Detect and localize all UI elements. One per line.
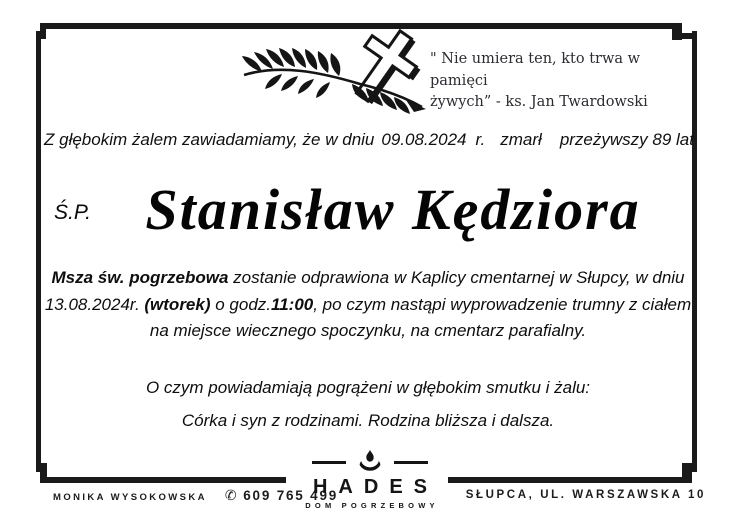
funeral-line3-text: na miejsce wiecznego spoczynku, na cmentarz parafialny. — [149, 321, 587, 340]
announcement-line — [28, 130, 710, 150]
funeral-date: 13.08.2024r. — [44, 294, 145, 314]
mourners-line-1: O czym powiadamiają pogrążeni w głębokim smutku i żalu: — [145, 378, 591, 397]
logo-icon-row — [297, 449, 443, 476]
funeral-line2-rest: , po czym nastąpi wyprowadzenie trumny z ciałem — [313, 294, 692, 314]
date-suffix: r. — [475, 130, 486, 149]
funeral-details — [30, 265, 706, 345]
mourners-block — [30, 378, 706, 431]
mass-label: Msza św. pogrzebowa — [51, 268, 229, 287]
announcement-text: Z głębokim żalem zawiadamiamy, że w dniu — [44, 130, 375, 149]
quote-block — [430, 49, 692, 114]
footer-contact — [53, 487, 338, 504]
brand-name: HADES — [312, 476, 438, 498]
sp-abbreviation: Ś.P. — [54, 201, 91, 224]
contact-name: MONIKA WYSOKOWSKA — [53, 492, 207, 503]
funeral-line1-text: zostanie odprawiona w Kaplicy cmentarnej w Słupcy, w dniu — [228, 268, 685, 287]
brand-subtitle: DOM POGRZEBOWY — [305, 501, 439, 510]
cross-and-palm-branch-icon — [240, 28, 430, 124]
mourners-line-2: Córka i syn z rodzinami. Rodzina bliższa i dalsza. — [181, 411, 555, 430]
logo-left-rule — [312, 461, 346, 464]
funeral-weekday: (wtorek) — [144, 294, 211, 314]
phone-number: 609 765 499 — [243, 488, 339, 503]
logo-right-rule — [394, 461, 428, 464]
quote-line-2: żywych” - ks. Jan Twardowski — [430, 94, 648, 110]
funeral-time: 11:00 — [271, 294, 314, 314]
deceased-name: Stanisław Kędziora — [145, 177, 641, 242]
hades-logo — [297, 449, 443, 510]
died-word: zmarł — [500, 130, 542, 149]
death-date: 09.08.2024 — [381, 130, 467, 149]
funeral-line2-text: o godz. — [210, 294, 272, 314]
phone-icon: ✆ — [224, 487, 238, 503]
footer-address: SŁUPCA, UL. WARSZAWSKA 10 — [465, 489, 706, 501]
quote-line-1: " Nie umiera ten, kto trwa w pamięci — [430, 51, 641, 89]
flame-icon — [358, 449, 382, 476]
age-text: przeżywszy 89 lat — [559, 130, 694, 149]
